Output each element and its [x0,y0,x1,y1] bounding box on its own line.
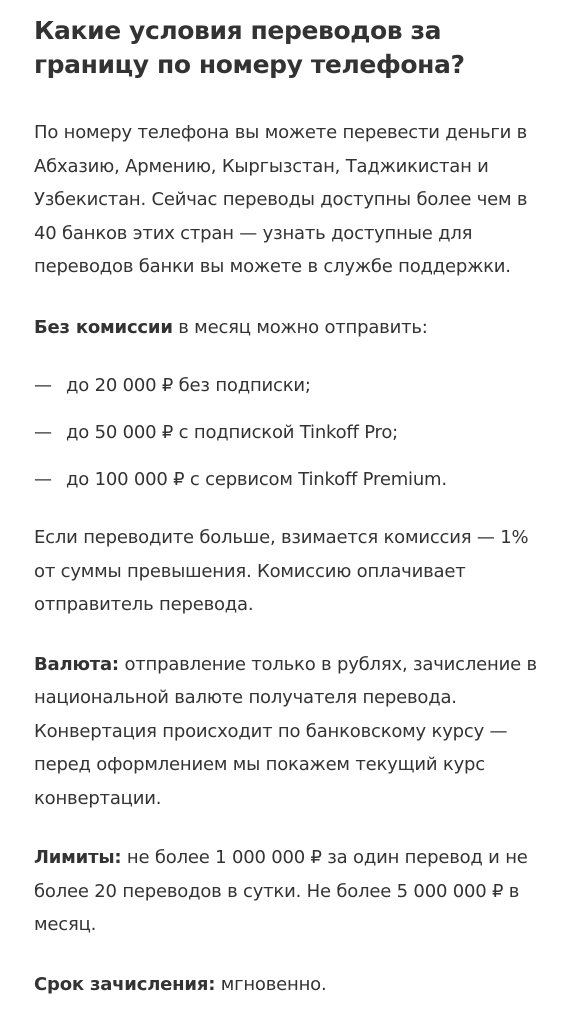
intro-paragraph: По номеру телефона вы можете перевести деньги в Абхазию, Армению, Кыргызстан, Таджикистан и Узбекистан. Сейчас переводы доступны более чем в 40 банков этих стран — узнать доступные для переводов банки вы можете в службе поддержки. [34,122,528,277]
list-dash: — [34,469,52,490]
limits-text: не более 1 000 000 ₽ за один перевод и не более 20 переводов в сутки. Не более 5 000 000 ₽ в месяц. [34,847,528,935]
commission-limits-list [34,362,549,503]
currency-paragraph [34,648,549,816]
list-item-text: до 20 000 ₽ без подписки; [66,375,311,396]
list-item [34,456,549,503]
currency-label: Валюта: [34,653,119,675]
commission-paragraph [34,311,549,345]
commission-label: Без комиссии [34,316,173,338]
list-item-text: до 100 000 ₽ с сервисом Tinkoff Premium. [66,469,447,490]
list-item [34,362,549,409]
limits-paragraph [34,841,549,942]
commission-text: в месяц можно отправить: [172,316,428,338]
page-title: Какие условия переводов за границу по номеру телефона? [34,16,465,79]
list-dash: — [34,375,52,396]
term-text: мгновенно. [215,973,327,995]
limits-label: Лимиты: [34,847,122,868]
over-limit-paragraph: Если переводите больше, взимается комиссия — 1% от суммы превышения. Комиссию оплачивает отправитель перевода. [34,527,529,615]
list-item-text: до 50 000 ₽ с подпиской Tinkoff Pro; [66,422,399,443]
term-label: Срок зачисления: [34,973,216,995]
list-dash: — [34,422,52,443]
list-item [34,409,549,456]
currency-text: отправление только в рублях, зачисление в национальной валюте получателя перевода. Конвертация происходит по банковскому курсу — перед оформлением мы покажем текущий курс конвертации. [34,653,537,809]
term-paragraph [34,968,549,1002]
